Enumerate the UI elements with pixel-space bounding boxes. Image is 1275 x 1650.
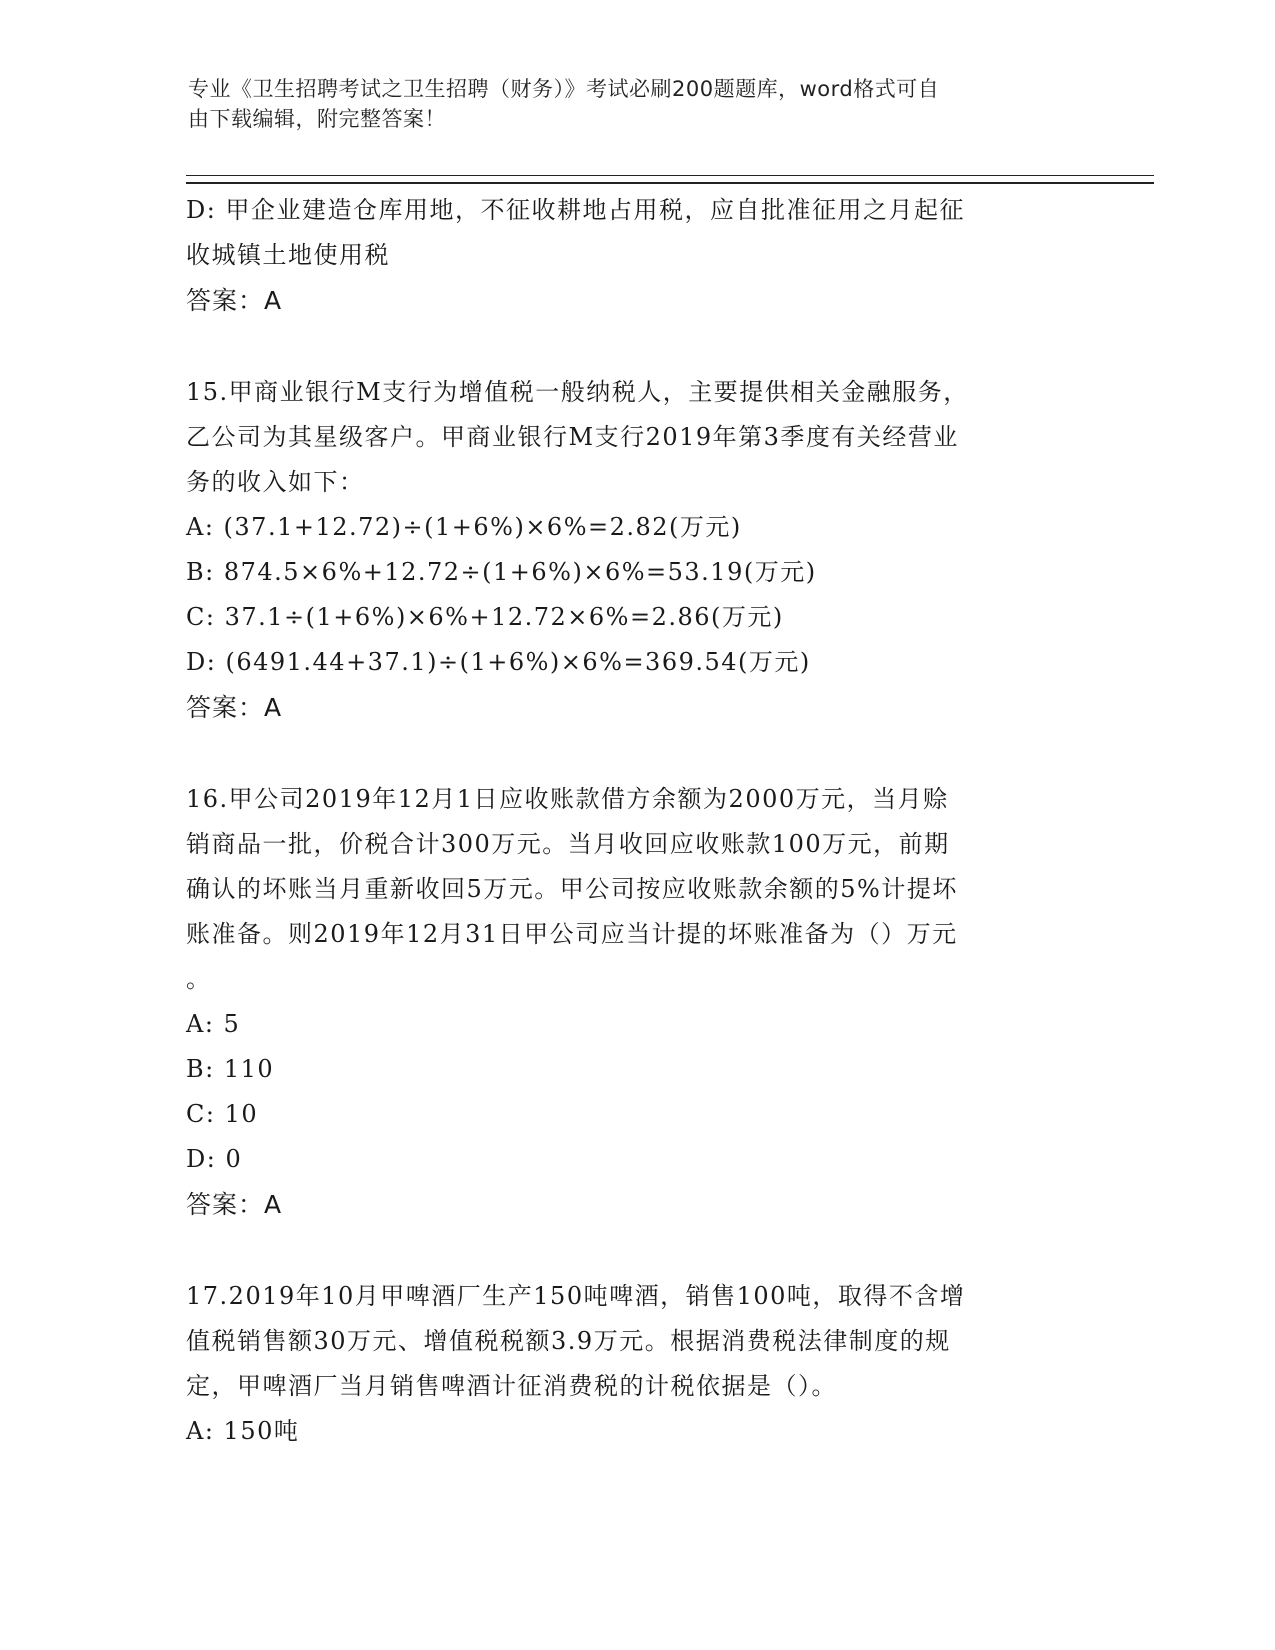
answer-label: 答案：A	[186, 1190, 283, 1219]
option-d: D: 0	[186, 1145, 243, 1173]
answer-label: 答案：A	[186, 693, 283, 722]
question-stem-line: 账准备。则2019年12月31日甲公司应当计提的坏账准备为（）万元	[186, 920, 958, 948]
question-16	[186, 777, 1076, 1227]
option-d-line-2: 收城镇土地使用税	[186, 241, 390, 269]
question-stem-line: 值税销售额30万元、增值税税额3.9万元。根据消费税法律制度的规	[186, 1327, 951, 1355]
header-rule-thick	[186, 182, 1154, 184]
question-stem-line: 16.甲公司2019年12月1日应收账款借方余额为2000万元，当月赊	[186, 785, 949, 813]
header-line-1: 专业《卫生招聘考试之卫生招聘（财务）》考试必刷200题题库，word格式可自	[188, 77, 940, 101]
option-b: B: 110	[186, 1055, 275, 1083]
option-d-line-1: D: 甲企业建造仓库用地，不征收耕地占用税，应自批准征用之月起征	[186, 196, 965, 224]
header-rule-thin	[186, 175, 1154, 176]
option-b: B: 874.5×6%+12.72÷(1+6%)×6%=53.19(万元)	[186, 558, 817, 586]
question-stem-line: 乙公司为其星级客户。甲商业银行M支行2019年第3季度有关经营业	[186, 423, 959, 451]
document-body	[186, 188, 1076, 1454]
question-stem-line: 15.甲商业银行M支行为增值税一般纳税人，主要提供相关金融服务，	[186, 378, 969, 406]
option-d: D: (6491.44+37.1)÷(1+6%)×6%=369.54(万元)	[186, 648, 811, 676]
question-14-tail	[186, 188, 1076, 323]
page-header	[188, 74, 1068, 134]
option-a: A: (37.1+12.72)÷(1+6%)×6%=2.82(万元)	[186, 513, 742, 541]
option-c: C: 37.1÷(1+6%)×6%+12.72×6%=2.86(万元)	[186, 603, 784, 631]
question-stem-line: 确认的坏账当月重新收回5万元。甲公司按应收账款余额的5%计提坏	[186, 875, 958, 903]
option-a: A: 5	[186, 1010, 241, 1038]
question-17	[186, 1274, 1076, 1454]
question-stem-line: 务的收入如下：	[186, 468, 365, 496]
question-stem-line: 定，甲啤酒厂当月销售啤酒计征消费税的计税依据是（）。	[186, 1372, 837, 1400]
option-a: A: 150吨	[186, 1417, 300, 1445]
header-line-2: 由下载编辑，附完整答案！	[188, 107, 446, 131]
question-stem-line: 17.2019年10月甲啤酒厂生产150吨啤酒，销售100吨，取得不含增	[186, 1282, 966, 1310]
question-stem-line: 。	[186, 965, 212, 993]
answer-label: 答案：A	[186, 286, 283, 315]
question-15	[186, 370, 1076, 730]
question-stem-line: 销商品一批，价税合计300万元。当月收回应收账款100万元，前期	[186, 830, 950, 858]
option-c: C: 10	[186, 1100, 259, 1128]
